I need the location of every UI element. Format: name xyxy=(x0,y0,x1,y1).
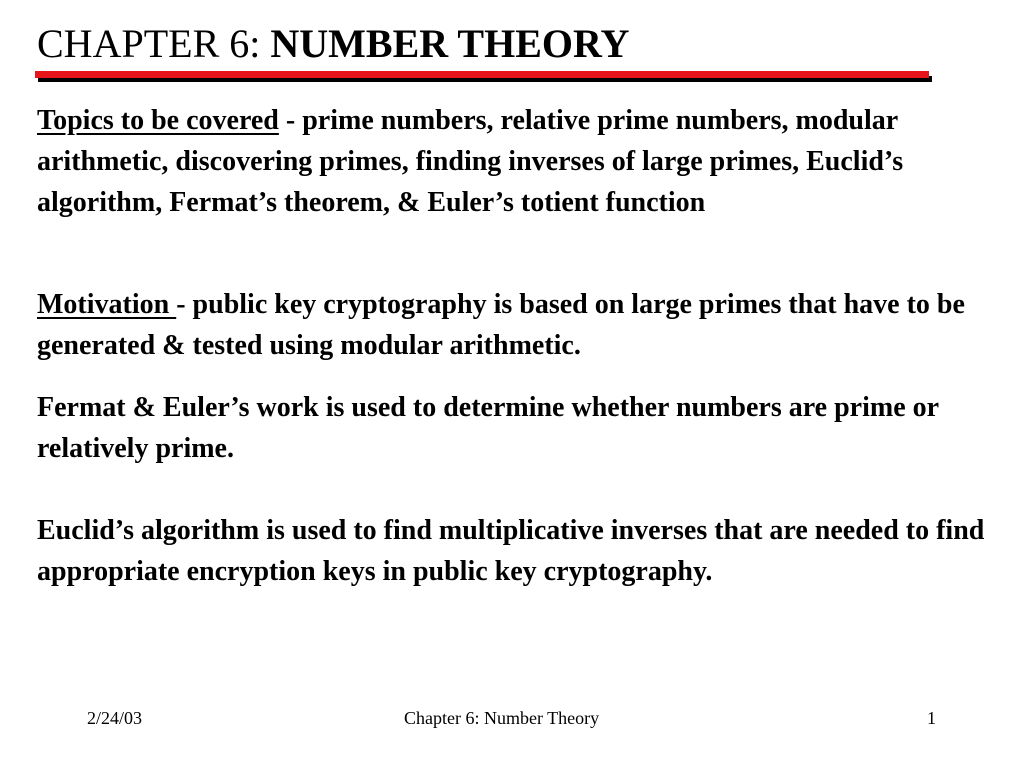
topics-label: Topics to be covered xyxy=(37,105,279,136)
slide-title xyxy=(37,20,629,68)
motivation-paragraph xyxy=(37,284,1012,366)
footer-date: 2/24/03 xyxy=(87,708,143,728)
fermat-euler-paragraph: Fermat & Euler’s work is used to determine whether numbers are prime or relatively prime. xyxy=(37,392,939,464)
title-emphasis: NUMBER THEORY xyxy=(270,21,630,66)
title-prefix: CHAPTER 6: xyxy=(37,21,271,66)
euclid-paragraph: Euclid’s algorithm is used to find multiplicative inverses that are needed to find appropriate encryption keys in public key cryptography. xyxy=(37,515,985,587)
footer-page-number: 1 xyxy=(927,708,936,728)
topics-paragraph xyxy=(37,100,1012,223)
motivation-label: Motivation xyxy=(37,289,177,320)
footer-title: Chapter 6: Number Theory xyxy=(404,708,600,728)
motivation-text: - public key cryptography is based on large primes that have to be generated & tested using modular arithmetic. xyxy=(37,289,965,361)
topics-text: - prime numbers, relative prime numbers, modular arithmetic, discovering primes, finding inverses of large primes, Euclid’s algorithm, Fermat’s theorem, & Euler’s totient function xyxy=(37,105,904,218)
title-rule xyxy=(35,71,929,78)
